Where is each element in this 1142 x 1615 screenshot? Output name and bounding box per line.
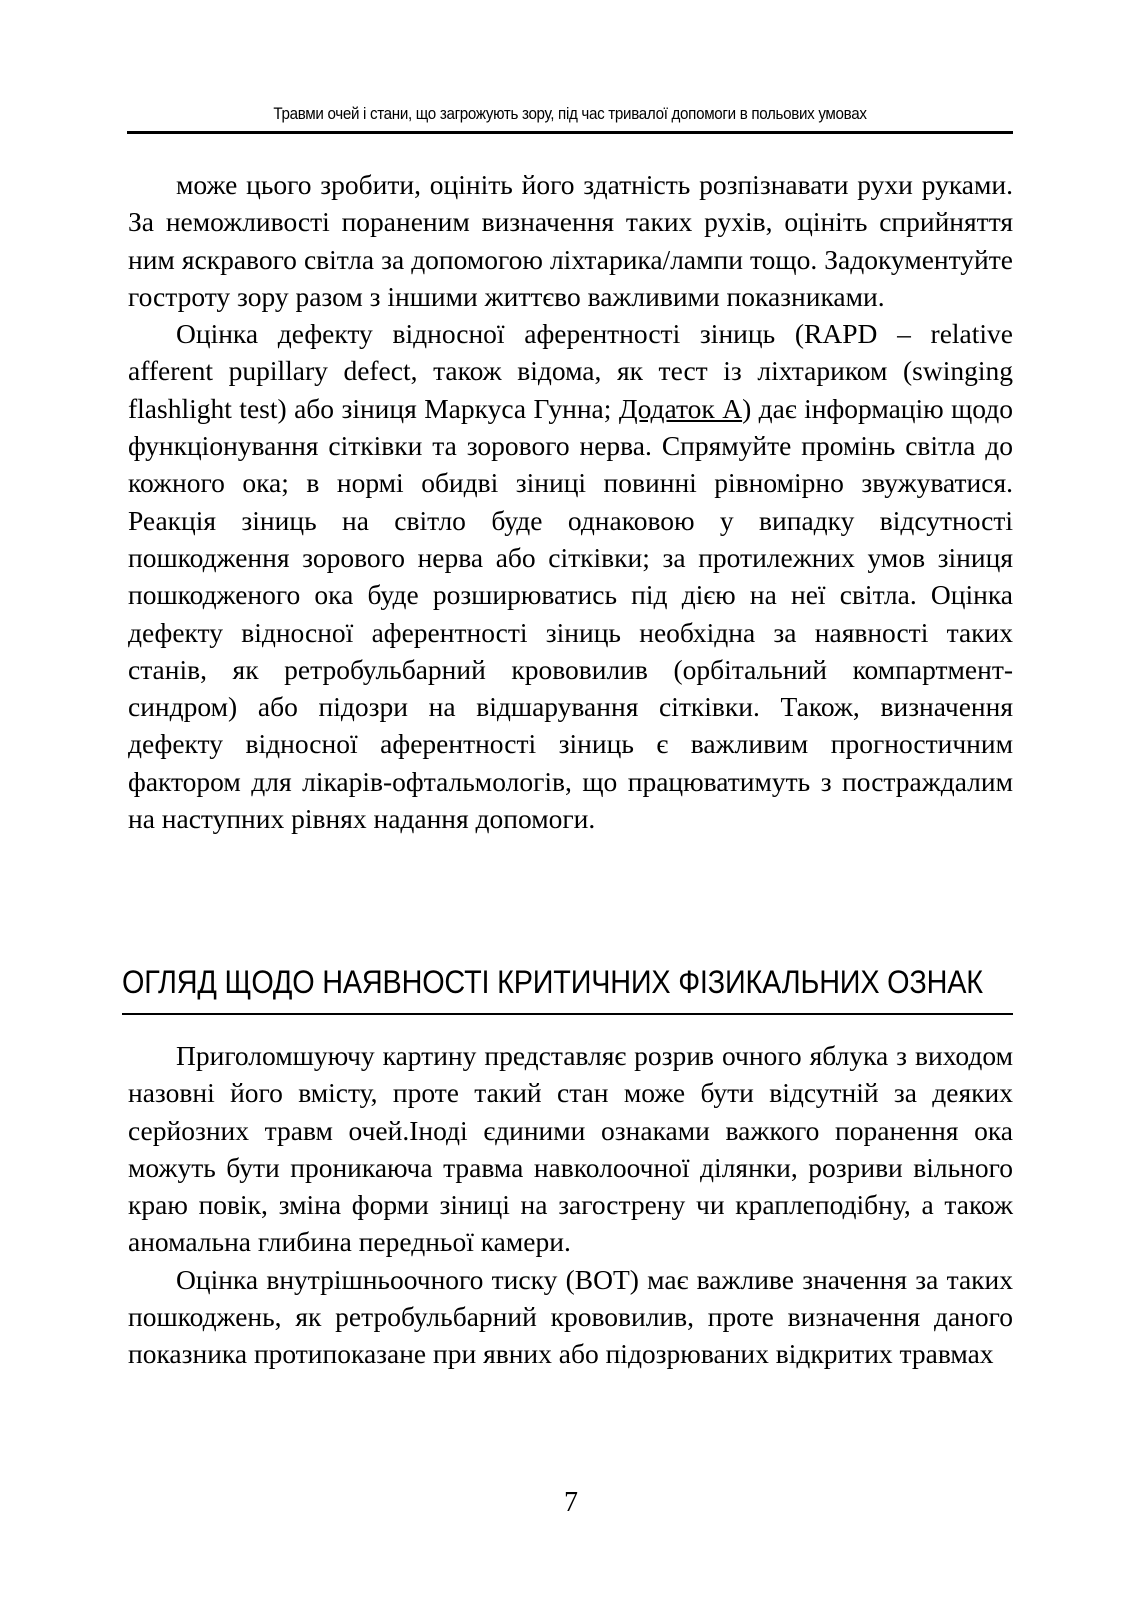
cross-reference-link-appendix-a[interactable]: Додаток А bbox=[618, 392, 743, 424]
paragraph-rapd bbox=[128, 315, 1013, 837]
paragraph-intraocular-pressure: Оцінка внутрішньоочного тиску (ВОТ) має важливе значення за таких пошкоджень, як ретробульбарний крововилив, проте визначення даного показника протипоказане при явних або підозрюваних відкритих травмах bbox=[128, 1263, 1013, 1370]
body-text-block-bottom bbox=[128, 1037, 1013, 1373]
paragraph-rapd-text-after-link: ) дає інформацію щодо функціонування сітківки та зорового нерва. Спрямуйте промінь світла до кожного ока; в нормі обидві зіниці повинні рівномірно звужуватися. Реакція зіниць на світло буде однаковою у випадку відсутності пошкодження зорового нерва або сітківки; за протилежних умов зіниця пошкодженого ока буде розширюватись під дією на неї світла. Оцінка дефекту відносної аферентності зіниць необхідна за наявності таких станів, як ретробульбарний крововилив (орбітальний компартмент-синдром) або підозри на відшарування сітківки. Також, визначення дефекту відносної аферентності зіниць є важливим прогностичним фактором для лікарів-офтальмологів, що працюватимуть з постраждалим на наступних рівнях надання допомоги. bbox=[128, 392, 1014, 835]
header-divider-rule bbox=[127, 131, 1013, 134]
body-text-block-top bbox=[128, 166, 1013, 837]
page-number: 7 bbox=[564, 1487, 578, 1518]
running-header bbox=[127, 104, 1013, 134]
section-heading-title: ОГЛЯД ЩОДО НАЯВНОСТІ КРИТИЧНИХ ФІЗИКАЛЬНИХ ОЗНАК bbox=[122, 964, 983, 1000]
paragraph-globe-rupture-signs: Приголомшуючу картину представляє розрив очного яблука з виходом назовні його вмісту, проте такий стан може бути відсутній за деяких серйозних травм очей.Іноді єдиними ознаками важкого поранення ока можуть бути проникаюча травма навколоочної ділянки, розриви вільного краю повік, зміна форми зіниці на загострену чи краплеподібну, а також аномальна глибина передньої камери. bbox=[128, 1040, 1013, 1258]
section-divider-rule bbox=[122, 1013, 1013, 1015]
section-heading-block bbox=[122, 962, 1013, 1015]
paragraph-continued-visual-acuity: може цього зробити, оцініть його здатність розпізнавати рухи руками. За неможливості пораненим визначення таких рухів, оцініть сприйняття ним яскравого світла за допомогою ліхтарика/лампи тощо. Задокументуйте гостроту зору разом з іншими життєво важливими показниками. bbox=[128, 169, 1013, 312]
running-header-title: Травми очей і стани, що загрожують зору, під час тривалої допомоги в польових умовах bbox=[273, 105, 867, 123]
paragraph-rapd-text-before-link: Оцінка дефекту відносної аферентності зіниць (RAPD – relative afferent pupillary defect, також відома, як тест із ліхтариком (swinging flashlight test) або зіниця Маркуса Гунна; bbox=[128, 318, 1013, 424]
